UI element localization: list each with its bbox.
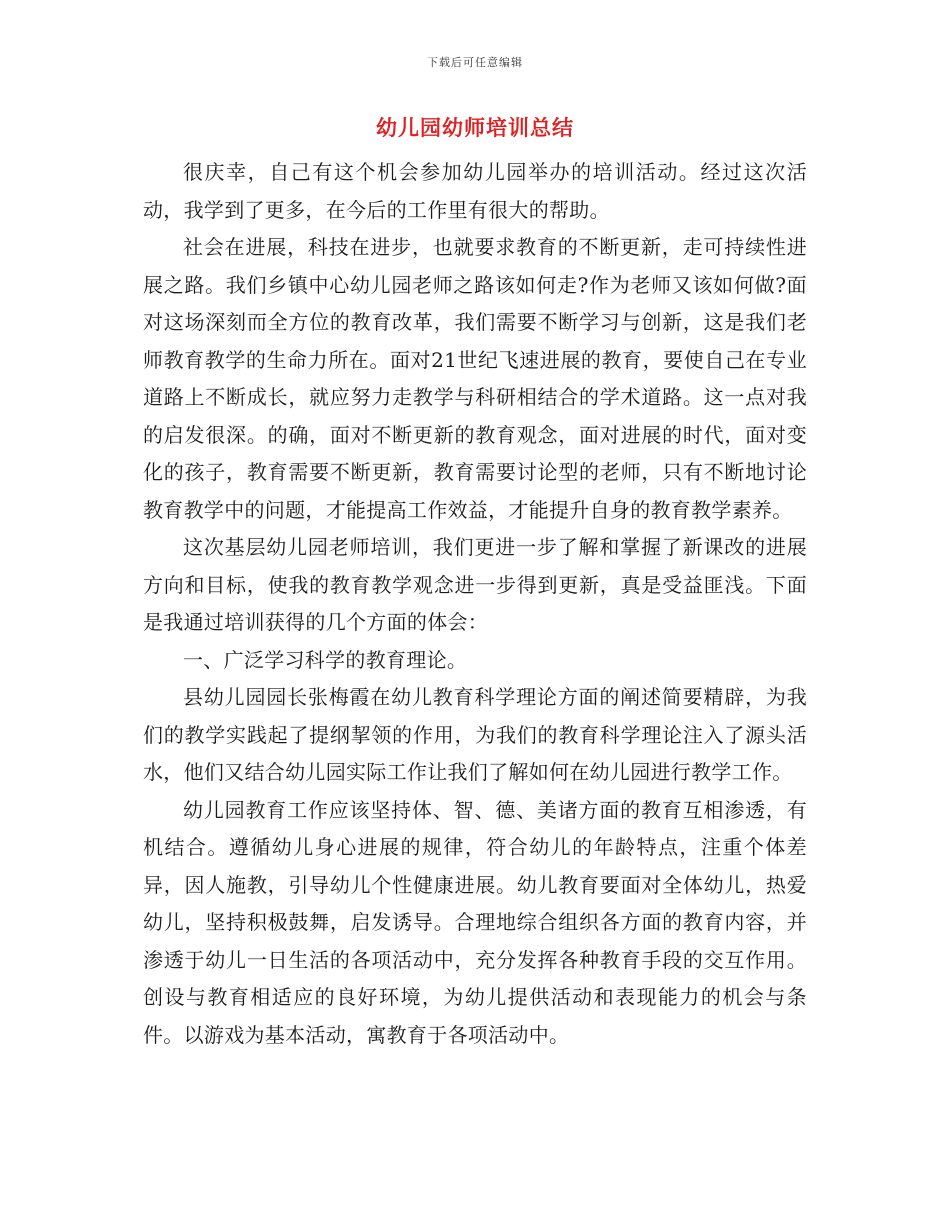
- page-header-note: 下载后可任意编辑: [427, 56, 523, 69]
- document-title: 幼儿园幼师培训总结: [376, 115, 574, 140]
- paragraph-principal-talk: 县幼儿园园长张梅霞在幼儿教育科学理论方面的阐述简要精辟，为我们的教学实践起了提纲挈领的作用，为我们的教育科学理论注入了源头活水，他们又结合幼儿园实际工作让我们了解如何在幼儿园进行教学工作。: [143, 685, 807, 784]
- document-body: [143, 154, 807, 1054]
- paragraph-kindergarten-work: 幼儿园教育工作应该坚持体、智、德、美诸方面的教育互相渗透，有机结合。遵循幼儿身心进展的规律，符合幼儿的年龄特点，注重个体差异，因人施教，引导幼儿个性健康进展。幼儿教育要面对全体幼儿，热爱幼儿，坚持积极鼓舞，启发诱导。合理地综合组织各方面的教育内容，并渗透于幼儿一日生活的各项活动中，充分发挥各种教育手段的交互作用。创设与教育相适应的良好环境，为幼儿提供活动和表现能力的机会与条件。以游戏为基本活动，寓教育于各项活动中。: [143, 797, 807, 1047]
- section-heading-one: 一、广泛学习科学的教育理论。: [183, 647, 468, 672]
- paragraph-intro: 很庆幸，自己有这个机会参加幼儿园举办的培训活动。经过这次活动，我学到了更多，在今后的工作里有很大的帮助。: [143, 160, 807, 222]
- paragraph-society-progress: 社会在进展，科技在进步，也就要求教育的不断更新，走可持续性进展之路。我们乡镇中心幼儿园老师之路该如何走?作为老师又该如何做?面对这场深刻而全方位的教育改革，我们需要不断学习与创新，这是我们老师教育教学的生命力所在。面对21世纪飞速进展的教育，要使自己在专业道路上不断成长，就应努力走教学与科研相结合的学术道路。这一点对我的启发很深。的确，面对不断更新的教育观念，面对进展的时代，面对变化的孩子，教育需要不断更新，教育需要讨论型的老师，只有不断地讨论教育教学中的问题，才能提高工作效益，才能提升自身的教育教学素养。: [143, 235, 807, 522]
- paragraph-training-gains: 这次基层幼儿园老师培训，我们更进一步了解和掌握了新课改的进展方向和目标，使我的教育教学观念进一步得到更新，真是受益匪浅。下面是我通过培训获得的几个方面的体会：: [143, 535, 807, 634]
